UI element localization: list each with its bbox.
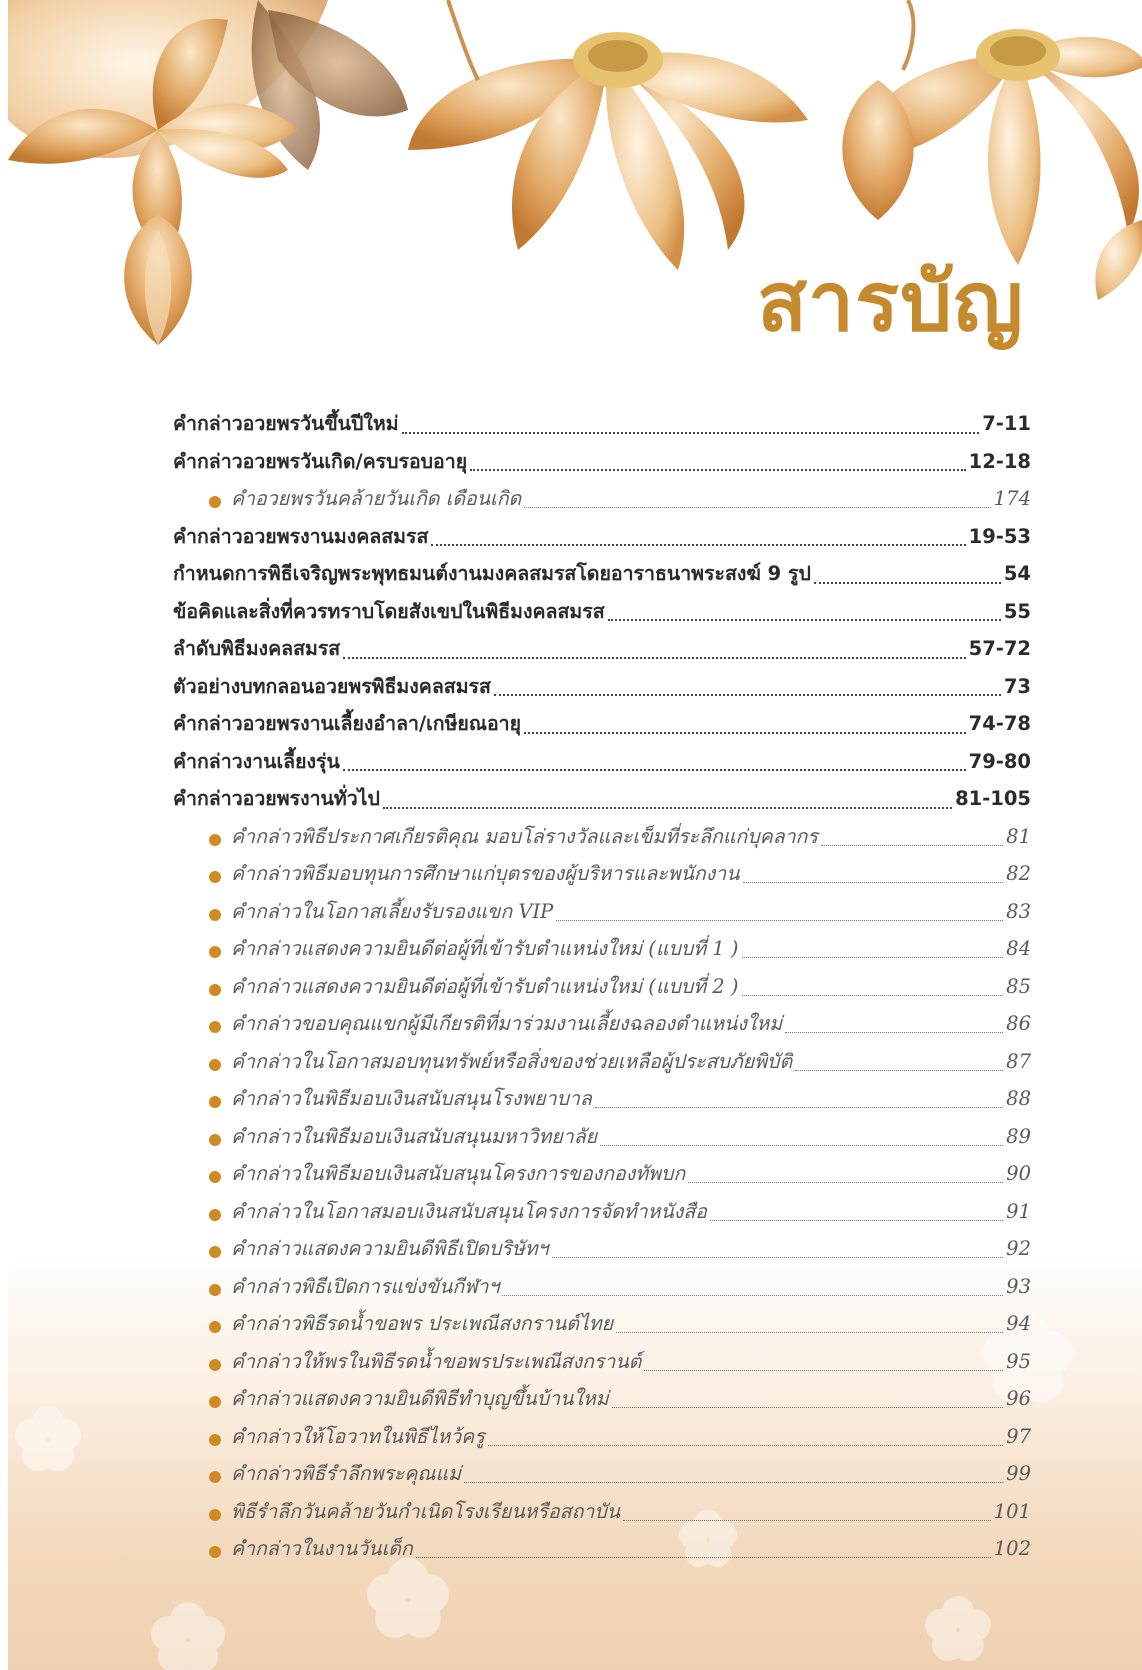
toc-page-number: 12-18 [968,449,1031,473]
toc-subentry[interactable] [173,1308,1031,1346]
bullet-icon [209,1096,221,1108]
dot-leader [383,807,952,809]
toc-entry-title: คำกล่าวในโอกาสมอบทุนทรัพย์หรือสิ่งของช่วยเหลือผู้ประสบภัยพิบัติ [231,1049,793,1073]
toc-subentry[interactable] [173,858,1031,896]
table-of-contents [173,408,1031,1571]
toc-entry[interactable] [173,596,1031,634]
toc-subentry[interactable] [173,1233,1031,1271]
toc-entry-title: คำกล่าวในโอกาสมอบเงินสนับสนุนโครงการจัดทำหนังสือ [231,1199,707,1223]
toc-subentry[interactable] [173,1421,1031,1459]
dot-leader [742,995,1004,996]
toc-page-number: 95 [1006,1349,1031,1373]
dot-leader [502,1295,1003,1296]
bullet-icon [209,1509,221,1521]
bullet-icon [209,1284,221,1296]
toc-subentry[interactable] [173,971,1031,1009]
toc-page-number: 89 [1006,1124,1031,1148]
bullet-icon [209,1546,221,1558]
dot-leader [464,1482,1003,1483]
toc-entry-title: คำกล่าวในงานวันเด็ก [231,1537,413,1560]
toc-entry-title: คำกล่าวอวยพรวันเกิด/ครบรอบอายุ [173,449,468,473]
toc-page-number: 97 [1006,1424,1031,1448]
bullet-icon [209,1359,221,1371]
toc-entry-title: คำกล่าวแสดงความยินดีพิธีเปิดบริษัทฯ [231,1237,549,1260]
toc-entry-title: พิธีรำลึกวันคล้ายวันกำเนิดโรงเรียนหรือสถาบัน [231,1499,621,1523]
dot-leader [343,657,965,659]
toc-entry-title: กำหนดการพิธีเจริญพระพุทธมนต์งานมงคลสมรสโดยอาราธนาพระสงฆ์ 9 รูป [173,562,811,585]
dot-leader [814,582,1001,584]
toc-entry[interactable] [173,408,1031,446]
toc-subentry[interactable] [173,1383,1031,1421]
bullet-icon [209,1471,221,1483]
toc-page-number: 94 [1006,1312,1031,1335]
toc-subentry[interactable] [173,1533,1031,1571]
toc-entry-title: คำกล่าวแสดงความยินดีต่อผู้ที่เข้ารับตำแหน่งใหม่ (แบบที่ 2 ) [231,974,739,998]
toc-subentry[interactable] [173,1046,1031,1084]
bullet-icon [209,871,221,883]
toc-entry-title: คำกล่าวในพิธีมอบเงินสนับสนุนมหาวิทยาลัย [231,1124,598,1148]
dot-leader [524,732,966,734]
toc-page-number: 174 [993,487,1031,510]
toc-entry-title: คำกล่าวอวยพรงานทั่วไป [173,787,380,810]
toc-page-number: 54 [1003,562,1031,585]
toc-page-number: 85 [1006,974,1031,998]
toc-subentry[interactable] [173,821,1031,859]
dot-leader [644,1370,1003,1371]
toc-entry[interactable] [173,633,1031,671]
toc-page-number: 88 [1006,1087,1031,1110]
dot-leader [612,1407,1004,1408]
toc-subentry[interactable] [173,1271,1031,1309]
toc-page-number: 92 [1006,1237,1031,1260]
dot-leader [688,1182,1003,1183]
toc-entry-title: คำกล่าวอวยพรวันขึ้นปีใหม่ [173,412,399,435]
bullet-icon [209,834,221,846]
toc-page-number: 55 [1003,599,1031,623]
bullet-icon [209,1209,221,1221]
toc-subentry[interactable] [173,483,1031,521]
toc-page-number: 102 [993,1537,1031,1560]
dot-leader [416,1557,991,1558]
toc-page-number: 79-80 [968,749,1031,773]
toc-entry-title: คำกล่าวพิธีรดน้ำขอพร ประเพณีสงกรานต์ไทย [231,1312,614,1335]
toc-entry-title: ตัวอย่างบทกลอนอวยพรพิธีมงคลสมรส [173,674,491,698]
toc-entry-title: คำกล่าวให้พรในพิธีรดน้ำขอพรประเพณีสงกรานต์ [231,1349,642,1373]
toc-subentry[interactable] [173,1196,1031,1234]
toc-page-number: 91 [1006,1199,1031,1223]
toc-subentry[interactable] [173,1346,1031,1384]
toc-subentry[interactable] [173,1083,1031,1121]
toc-subentry[interactable] [173,1121,1031,1159]
dot-leader [795,1070,1003,1071]
toc-entry[interactable] [173,746,1031,784]
dot-leader [494,694,1001,696]
dot-leader [431,544,965,546]
toc-page-number: 87 [1006,1049,1031,1073]
dot-leader [402,432,980,434]
dot-leader [556,920,1003,921]
bullet-icon [209,1396,221,1408]
toc-entry-title: ข้อคิดและสิ่งที่ควรทราบโดยสังเขปในพิธีมงคลสมรส [173,599,605,623]
toc-page-number: 99 [1006,1462,1031,1485]
toc-subentry[interactable] [173,1458,1031,1496]
toc-entry[interactable] [173,521,1031,559]
toc-entry-title: ลำดับพิธีมงคลสมรส [173,637,341,660]
toc-subentry[interactable] [173,933,1031,971]
toc-page-number: 101 [993,1499,1031,1523]
toc-entry-title: คำกล่าวพิธีเปิดการแข่งขันกีฬาฯ [231,1274,500,1298]
toc-entry[interactable] [173,783,1031,821]
bullet-icon [209,984,221,996]
page-margin [0,0,8,1670]
bullet-icon [209,1134,221,1146]
bullet-icon [209,496,221,508]
toc-entry-title: คำกล่าวอวยพรงานเลี้ยงอำลา/เกษียณอายุ [173,712,522,735]
dot-leader [623,1520,991,1521]
dot-leader [552,1257,1004,1258]
toc-entry-title: คำกล่าวงานเลี้ยงรุ่น [173,749,340,773]
page-title: สารบัญ [756,255,1024,350]
toc-page-number: 81 [1006,824,1031,848]
toc-entry-title: คำกล่าวพิธีรำลึกพระคุณแม่ [231,1462,461,1485]
bullet-icon [209,1246,221,1258]
toc-entry[interactable] [173,671,1031,709]
toc-entry-title: คำกล่าวอวยพรงานมงคลสมรส [173,524,429,548]
toc-entry-title: คำกล่าวในพิธีมอบเงินสนับสนุนโรงพยาบาล [231,1087,592,1110]
toc-subentry[interactable] [173,1008,1031,1046]
toc-entry-title: คำอวยพรวันคล้ายวันเกิด เดือนเกิด [231,487,522,510]
bullet-icon [209,909,221,921]
toc-page-number: 96 [1006,1387,1031,1410]
bullet-icon [209,1171,221,1183]
toc-page-number: 86 [1006,1012,1031,1035]
dot-leader [608,619,1001,621]
toc-entry-title: คำกล่าวขอบคุณแขกผู้มีเกียรติที่มาร่วมงานเลี้ยงฉลองตำแหน่งใหม่ [231,1012,783,1035]
bullet-icon [209,1021,221,1033]
dot-leader [821,845,1003,846]
toc-subentry[interactable] [173,1496,1031,1534]
toc-page-number: 7-11 [982,412,1031,435]
dot-leader [785,1032,1003,1033]
dot-leader [743,882,1004,883]
dot-leader [470,469,965,471]
toc-subentry[interactable] [173,896,1031,934]
toc-page-number: 57-72 [968,637,1031,660]
dot-leader [488,1445,1003,1446]
dot-leader [600,1145,1003,1146]
toc-page [8,0,1142,1670]
toc-entry[interactable] [173,708,1031,746]
bullet-icon [209,1059,221,1071]
toc-entry[interactable] [173,446,1031,484]
toc-entry-title: คำกล่าวแสดงความยินดีพิธีทำบุญขึ้นบ้านใหม่ [231,1387,609,1410]
toc-page-number: 90 [1006,1162,1031,1185]
dot-leader [595,1107,1003,1108]
toc-entry[interactable] [173,558,1031,596]
toc-page-number: 83 [1006,899,1031,923]
dot-leader [710,1220,1003,1221]
toc-page-number: 19-53 [968,524,1031,548]
toc-page-number: 84 [1006,937,1031,960]
dot-leader [524,507,991,508]
toc-page-number: 93 [1006,1274,1031,1298]
toc-page-number: 73 [1003,674,1031,698]
bullet-icon [209,1321,221,1333]
dot-leader [616,1332,1003,1333]
toc-entry-title: คำกล่าวพิธีประกาศเกียรติคุณ มอบโล่รางวัลและเข็มที่ระลึกแก่บุคลากร [231,824,818,848]
toc-entry-title: คำกล่าวในพิธีมอบเงินสนับสนุนโครงการของกองทัพบก [231,1162,686,1185]
toc-entry-title: คำกล่าวแสดงความยินดีต่อผู้ที่เข้ารับตำแหน่งใหม่ (แบบที่ 1 ) [231,937,739,960]
toc-page-number: 82 [1006,862,1031,885]
dot-leader [742,957,1004,958]
bullet-icon [209,946,221,958]
toc-page-number: 81-105 [955,787,1031,810]
bullet-icon [209,1434,221,1446]
toc-entry-title: คำกล่าวให้โอวาทในพิธีไหว้ครู [231,1424,485,1448]
toc-page-number: 74-78 [968,712,1031,735]
toc-subentry[interactable] [173,1158,1031,1196]
dot-leader [343,769,966,771]
toc-entry-title: คำกล่าวในโอกาสเลี้ยงรับรองแขก VIP [231,899,554,923]
toc-entry-title: คำกล่าวพิธีมอบทุนการศึกษาแก่บุตรของผู้บริหารและพนักงาน [231,862,740,885]
